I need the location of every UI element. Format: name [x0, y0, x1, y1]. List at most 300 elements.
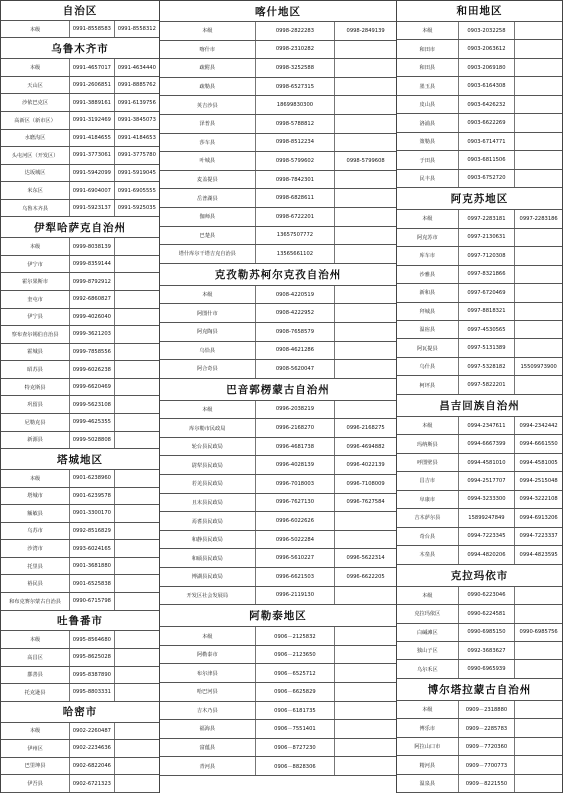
phone-number-cell [115, 558, 159, 575]
unit-name-cell: 尉犁县民政局 [160, 456, 256, 474]
table-row [160, 115, 396, 134]
phone-number-cell: 0906－6625829 [256, 683, 336, 701]
phone-number-cell: 0991-5925035 [117, 205, 156, 212]
phone-number-cell: 0991-3775780 [117, 152, 156, 159]
table-row [397, 358, 562, 376]
phone-number-cell: 0999-8792912 [70, 273, 114, 290]
phone-number-cell [515, 376, 562, 393]
table-row [1, 631, 159, 649]
unit-name-cell: 天山区 [1, 77, 70, 94]
unit-name-cell: 奎屯市 [1, 291, 70, 308]
phone-number-cell: 0993-6024165 [70, 540, 114, 557]
phone-number-cell: 0903-6752720 [459, 170, 516, 187]
table-row [397, 114, 562, 132]
table-row [397, 546, 562, 564]
phone-number-cell [515, 96, 562, 113]
phone-number-cell: 0997-7120308 [459, 247, 516, 264]
unit-name-cell: 青河县 [160, 757, 256, 775]
table-row [1, 182, 159, 200]
table-row [1, 273, 159, 291]
table-row [160, 171, 396, 190]
phone-number-cell: 0991-3192469 [70, 112, 114, 129]
phone-number-cell [515, 284, 562, 301]
table-row [160, 568, 396, 587]
phone-number-cell: 0991-6905555 [117, 187, 156, 194]
phone-number-cell [115, 540, 159, 557]
phone-number-cell: 0994-2342442 [519, 422, 558, 429]
unit-name-cell: 本级 [1, 21, 70, 38]
phone-number-cell [115, 379, 159, 396]
phone-number-cell [515, 114, 562, 131]
phone-number-cell [335, 134, 396, 152]
unit-name-cell: 白碱滩区 [397, 624, 459, 641]
phone-number-cell: 0996-5622314 [346, 555, 385, 562]
unit-name-cell: 乌尔禾区 [397, 660, 459, 677]
phone-number-cell [515, 303, 562, 320]
unit-name-cell: 温宿县 [397, 321, 459, 338]
unit-name-cell: 沙依巴克区 [1, 94, 70, 111]
table-row [1, 740, 159, 758]
phone-number-cell [515, 170, 562, 187]
unit-name-cell: 和静县民政局 [160, 531, 256, 549]
unit-name-cell: 富蕴县 [160, 739, 256, 757]
phone-number-cell [515, 587, 562, 604]
unit-name-cell: 民丰县 [397, 170, 459, 187]
region-heading: 喀什地区 [160, 0, 396, 22]
table-row [397, 40, 562, 58]
table-row [397, 210, 562, 228]
phone-number-cell: 0998-6527315 [256, 78, 336, 96]
phone-number-cell: 0996-6622205 [346, 573, 385, 580]
phone-number-cell: 0994-3233300 [459, 491, 516, 508]
table-row [1, 200, 159, 218]
phone-number-cell: 0997-4530565 [459, 321, 516, 338]
table-row [1, 396, 159, 414]
unit-name-cell: 阜康市 [397, 491, 459, 508]
unit-name-cell: 阿图什市 [160, 304, 256, 322]
unit-name-cell: 阿勒泰市 [160, 646, 256, 664]
unit-name-cell: 伽师县 [160, 208, 256, 226]
table-row [160, 189, 396, 208]
table-row [397, 247, 562, 265]
phone-number-cell: 0997-2130631 [459, 229, 516, 246]
table-row [1, 309, 159, 327]
table-row [160, 627, 396, 646]
unit-name-cell: 乌鲁木齐县 [1, 200, 70, 217]
phone-number-cell: 0997-2283181 [459, 210, 516, 227]
phone-number-cell: 0992-3683627 [459, 642, 516, 659]
unit-name-cell: 博乐市 [397, 719, 459, 736]
unit-name-cell: 霍城县 [1, 344, 70, 361]
phone-number-cell [115, 740, 159, 757]
phone-number-cell: 0990-6985150 [459, 624, 516, 641]
unit-name-cell: 沙湾市 [1, 540, 70, 557]
phone-number-cell [335, 720, 396, 738]
phone-number-cell: 0994-7223345 [459, 528, 516, 545]
region-heading: 乌鲁木齐市 [1, 38, 159, 59]
phone-number-cell: 0901-3681880 [70, 558, 114, 575]
phone-number-cell: 0991-3773061 [70, 147, 114, 164]
unit-name-cell: 巩留县 [1, 396, 70, 413]
unit-name-cell: 且末县民政局 [160, 494, 256, 512]
phone-number-cell [115, 505, 159, 522]
table-row [160, 494, 396, 513]
table-row [397, 738, 562, 756]
phone-number-cell: 0999-8359144 [70, 256, 114, 273]
phone-number-cell [115, 593, 159, 610]
phone-number-cell [515, 40, 562, 57]
table-row [160, 757, 396, 776]
table-row [397, 59, 562, 77]
unit-name-cell: 伊州区 [1, 740, 70, 757]
phone-number-cell: 0903-6714771 [459, 133, 516, 150]
phone-number-cell: 0908-5620047 [256, 360, 336, 378]
unit-name-cell: 水磨沟区 [1, 130, 70, 147]
table-row [1, 667, 159, 685]
table-row [1, 470, 159, 488]
unit-name-cell: 精河县 [397, 756, 459, 773]
phone-number-cell: 0997-5328182 [459, 358, 516, 375]
table-row [1, 130, 159, 148]
phone-number-cell: 0908-4621286 [256, 342, 336, 360]
unit-name-cell: 新和县 [397, 284, 459, 301]
table-row [397, 339, 562, 357]
unit-name-cell: 霍尔果斯市 [1, 273, 70, 290]
phone-number-cell: 0903-6622269 [459, 114, 516, 131]
unit-name-cell: 阿瓦提县 [397, 339, 459, 356]
table-row [160, 419, 396, 438]
table-row [160, 78, 396, 97]
phone-number-cell [515, 756, 562, 773]
phone-number-cell: 0991-2606851 [70, 77, 114, 94]
phone-number-cell [515, 22, 562, 39]
unit-name-cell: 岳普湖县 [160, 189, 256, 207]
phone-number-cell: 0999-4625355 [70, 414, 114, 431]
phone-number-cell [335, 360, 396, 378]
unit-name-cell: 开发区社会发展局 [160, 587, 256, 605]
phone-number-cell: 0998-5788812 [256, 115, 336, 133]
phone-number-cell: 0991-4634440 [117, 64, 156, 71]
phone-number-cell: 0906－2123650 [256, 646, 336, 664]
phone-number-cell: 0998-8512234 [256, 134, 336, 152]
directory-column-right [397, 0, 563, 793]
unit-name-cell: 喀什市 [160, 41, 256, 59]
region-heading: 克拉玛依市 [397, 565, 562, 587]
table-row [397, 642, 562, 660]
phone-number-cell: 0994-6661550 [519, 441, 558, 448]
phone-number-cell [115, 344, 159, 361]
unit-name-cell: 米东区 [1, 182, 70, 199]
unit-name-cell: 昭苏县 [1, 361, 70, 378]
phone-number-cell [115, 309, 159, 326]
table-row [160, 401, 396, 420]
region-heading: 昌吉回族自治州 [397, 395, 562, 417]
table-row [1, 291, 159, 309]
unit-name-cell: 头屯河区（开发区） [1, 147, 70, 164]
table-row [397, 376, 562, 394]
phone-number-cell: 0994-7223337 [519, 533, 558, 540]
phone-number-cell [515, 719, 562, 736]
phone-number-cell: 0996-4681738 [256, 438, 336, 456]
phone-number-cell [335, 304, 396, 322]
unit-name-cell: 本级 [160, 401, 256, 419]
table-row [160, 438, 396, 457]
phone-number-cell: 0901-3300170 [70, 505, 114, 522]
phone-number-cell: 0997-5822201 [459, 376, 516, 393]
unit-name-cell: 察布查尔锡伯自治县 [1, 326, 70, 343]
unit-name-cell: 英吉沙县 [160, 96, 256, 114]
unit-name-cell: 巴楚县 [160, 227, 256, 245]
phone-number-cell: 0995-8803331 [70, 684, 114, 701]
phone-number-cell: 0996-2119130 [256, 587, 336, 605]
unit-name-cell: 阿拉山口市 [397, 738, 459, 755]
phone-number-cell [515, 605, 562, 622]
unit-name-cell: 吉木萨尔县 [397, 509, 459, 526]
phone-number-cell: 0991-5923137 [70, 200, 114, 217]
phone-number-cell [115, 758, 159, 775]
phone-number-cell: 0996-2038219 [256, 401, 336, 419]
unit-name-cell: 本级 [397, 22, 459, 39]
table-row [397, 701, 562, 719]
phone-number-cell [515, 151, 562, 168]
table-row [397, 303, 562, 321]
region-heading: 哈密市 [1, 702, 159, 723]
unit-name-cell: 本级 [1, 470, 70, 487]
table-row [1, 593, 159, 611]
table-row [1, 361, 159, 379]
table-row [160, 702, 396, 721]
phone-number-cell: 0991-4657017 [70, 59, 114, 76]
phone-number-cell: 0996-4694882 [346, 443, 385, 450]
unit-name-cell: 皮山县 [397, 96, 459, 113]
unit-name-cell: 吉木乃县 [160, 702, 256, 720]
phone-number-cell: 0906－6525712 [256, 664, 336, 682]
phone-number-cell: 0994-3222108 [519, 496, 558, 503]
phone-number-cell [335, 512, 396, 530]
unit-name-cell: 叶城县 [160, 152, 256, 170]
phone-number-cell: 0995-8564680 [70, 631, 114, 648]
phone-number-cell: 0903-2032258 [459, 22, 516, 39]
phone-number-cell: 0991-8558312 [117, 26, 156, 33]
unit-name-cell: 麦盖提县 [160, 171, 256, 189]
table-row [397, 509, 562, 527]
table-row [397, 417, 562, 435]
phone-number-cell: 0998-2822283 [256, 22, 336, 40]
phone-number-cell: 0997-6720469 [459, 284, 516, 301]
unit-name-cell: 伊吾县 [1, 775, 70, 792]
table-row [160, 323, 396, 342]
phone-number-cell: 0991-6904007 [70, 182, 114, 199]
phone-number-cell [115, 432, 159, 449]
phone-number-cell: 0902-2260487 [70, 723, 114, 740]
table-row [160, 664, 396, 683]
unit-name-cell: 柯坪县 [397, 376, 459, 393]
phone-number-cell: 0994-2515048 [519, 477, 558, 484]
unit-name-cell: 本级 [1, 59, 70, 76]
table-row [397, 266, 562, 284]
table-row [160, 646, 396, 665]
phone-number-cell [515, 229, 562, 246]
unit-name-cell: 木垒县 [397, 546, 459, 563]
phone-number-cell [335, 401, 396, 419]
table-row [397, 587, 562, 605]
phone-number-cell [115, 631, 159, 648]
unit-name-cell: 疏附县 [160, 59, 256, 77]
phone-number-cell: 0906－8828306 [256, 757, 336, 775]
phone-number-cell: 0909－7700773 [459, 756, 516, 773]
unit-name-cell: 高昌区 [1, 649, 70, 666]
table-row [1, 94, 159, 112]
phone-number-cell: 0992-6860827 [70, 291, 114, 308]
phone-number-cell [515, 775, 562, 792]
phone-number-cell: 0999-6026238 [70, 361, 114, 378]
unit-name-cell: 和田县 [397, 59, 459, 76]
table-row [1, 238, 159, 256]
table-row [1, 432, 159, 450]
table-row [160, 152, 396, 171]
phone-number-cell: 0903-6811506 [459, 151, 516, 168]
phone-number-cell [115, 775, 159, 792]
phone-number-cell: 0990-6985756 [519, 629, 558, 636]
phone-number-cell [335, 208, 396, 226]
table-row [1, 523, 159, 541]
unit-name-cell: 博湖县民政局 [160, 568, 256, 586]
unit-name-cell: 轮台县民政局 [160, 438, 256, 456]
phone-number-cell: 0902-6822046 [70, 758, 114, 775]
table-row [397, 151, 562, 169]
phone-number-cell: 0901-6238960 [70, 470, 114, 487]
region-heading: 伊犁哈萨克自治州 [1, 217, 159, 238]
phone-number-cell: 0908-4220519 [256, 286, 336, 304]
unit-name-cell: 乌苏市 [1, 523, 70, 540]
table-row [397, 491, 562, 509]
phone-number-cell: 0999-5623108 [70, 396, 114, 413]
phone-number-cell: 0909－7720360 [459, 738, 516, 755]
region-heading: 吐鲁番市 [1, 611, 159, 632]
table-row [160, 227, 396, 246]
table-row [1, 488, 159, 506]
phone-number-cell [115, 361, 159, 378]
table-row [1, 379, 159, 397]
phone-number-cell: 0997-8321866 [459, 266, 516, 283]
phone-number-cell: 0909－2285783 [459, 719, 516, 736]
region-heading: 博尔塔拉蒙古自治州 [397, 679, 562, 701]
phone-number-cell [335, 245, 396, 263]
table-row [397, 605, 562, 623]
phone-number-cell: 0995-8387890 [70, 667, 114, 684]
phone-number-cell: 0998-6828611 [256, 189, 336, 207]
table-row [1, 558, 159, 576]
unit-name-cell: 巴里坤县 [1, 758, 70, 775]
phone-number-cell: 0996-6022626 [256, 512, 336, 530]
phone-number-cell: 0996-5610227 [256, 549, 336, 567]
phone-number-cell: 0991-6139756 [117, 99, 156, 106]
phone-number-cell: 0998-5799608 [346, 157, 385, 164]
phone-number-cell [515, 701, 562, 718]
phone-number-cell [115, 396, 159, 413]
unit-name-cell: 焉耆县民政局 [160, 512, 256, 530]
table-row [397, 435, 562, 453]
table-row [1, 649, 159, 667]
table-row [397, 756, 562, 774]
phone-number-cell: 0996-4022139 [346, 462, 385, 469]
table-row [160, 304, 396, 323]
unit-name-cell: 本级 [1, 631, 70, 648]
unit-name-cell: 塔什库尔干塔吉克自治县 [160, 245, 256, 263]
phone-number-cell [115, 488, 159, 505]
phone-number-cell: 0906－7551401 [256, 720, 336, 738]
phone-number-cell: 0991-8558583 [70, 21, 114, 38]
phone-number-cell [115, 470, 159, 487]
phone-number-cell [335, 587, 396, 605]
unit-name-cell: 达坂城区 [1, 165, 70, 182]
table-row [1, 575, 159, 593]
table-row [1, 21, 159, 39]
unit-name-cell: 墨玉县 [397, 77, 459, 94]
phone-number-cell [335, 531, 396, 549]
phone-number-cell [335, 664, 396, 682]
unit-name-cell: 托里县 [1, 558, 70, 575]
region-heading: 和田地区 [397, 0, 562, 22]
unit-name-cell: 昌吉市 [397, 472, 459, 489]
phone-number-cell: 0992-8516829 [70, 523, 114, 540]
phone-number-cell [115, 523, 159, 540]
unit-name-cell: 和布克赛尔蒙古自治县 [1, 593, 70, 610]
phone-number-cell [515, 247, 562, 264]
table-row [397, 284, 562, 302]
unit-name-cell: 阿克苏市 [397, 229, 459, 246]
table-row [397, 170, 562, 188]
phone-number-cell [335, 646, 396, 664]
phone-number-cell [515, 642, 562, 659]
phone-number-cell [115, 238, 159, 255]
table-row [160, 720, 396, 739]
phone-number-cell [335, 59, 396, 77]
table-row [160, 208, 396, 227]
phone-number-cell [335, 41, 396, 59]
phone-number-cell: 0990-6224581 [459, 605, 516, 622]
table-row [160, 683, 396, 702]
table-row [1, 165, 159, 183]
phone-number-cell: 0999-6620469 [70, 379, 114, 396]
phone-number-cell: 0996-7627130 [256, 494, 336, 512]
phone-number-cell [335, 342, 396, 360]
phone-number-cell: 0999-3621203 [70, 326, 114, 343]
table-row [1, 326, 159, 344]
phone-number-cell: 0903-6164308 [459, 77, 516, 94]
table-row [397, 77, 562, 95]
table-row [397, 775, 562, 793]
phone-number-cell [515, 660, 562, 677]
phone-number-cell [335, 96, 396, 114]
unit-name-cell: 本级 [397, 417, 459, 434]
table-row [1, 758, 159, 776]
phone-number-cell: 0996-7018003 [256, 475, 336, 493]
table-row [160, 286, 396, 305]
phone-number-cell [335, 702, 396, 720]
phone-number-cell: 0994-4823595 [519, 551, 558, 558]
phone-number-cell: 0997-2283186 [519, 215, 558, 222]
table-row [1, 112, 159, 130]
directory-column-left [0, 0, 160, 793]
unit-name-cell: 和田市 [397, 40, 459, 57]
unit-name-cell: 伊宁市 [1, 256, 70, 273]
phone-number-cell: 0901-6525838 [70, 575, 114, 592]
unit-name-cell: 高新区（新市区） [1, 112, 70, 129]
phone-number-cell: 0902-6721323 [70, 775, 114, 792]
phone-number-cell: 15899247849 [459, 509, 516, 526]
region-heading: 阿克苏地区 [397, 188, 562, 210]
